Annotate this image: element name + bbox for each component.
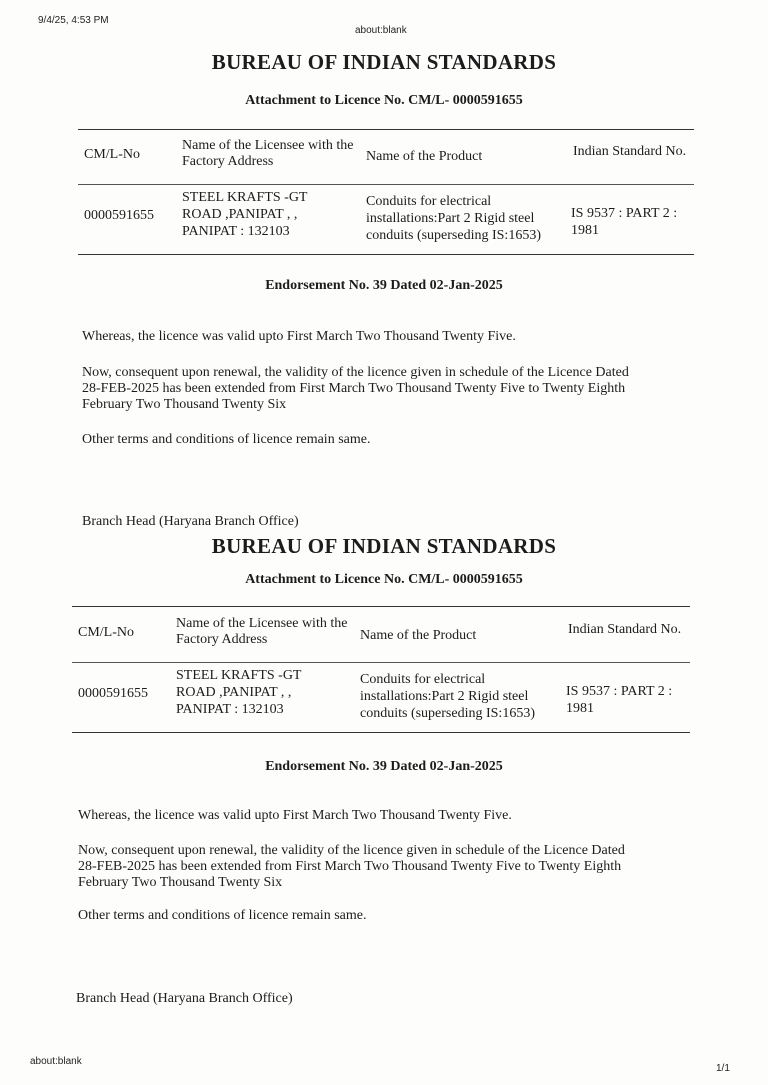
header-cml-no: CM/L-No — [84, 147, 140, 162]
signature-line: Branch Head (Haryana Branch Office) — [76, 991, 293, 1006]
attachment-heading: Attachment to Licence No. CM/L- 0000591655 — [245, 572, 523, 587]
paragraph-renewal-line1: Now, consequent upon renewal, the validity of the licence given in schedule of the Licence Dated — [78, 843, 625, 858]
cell-licensee-line1: STEEL KRAFTS -GT — [182, 190, 308, 205]
print-page-title: about:blank — [355, 25, 407, 36]
table-top-rule — [72, 606, 690, 607]
table-bottom-rule — [72, 732, 690, 733]
print-page-count: 1/1 — [716, 1063, 730, 1074]
attachment-heading: Attachment to Licence No. CM/L- 0000591655 — [245, 93, 523, 108]
header-standard: Indian Standard No. — [568, 622, 682, 637]
cell-product-line3: conduits (superseding IS:1653) — [360, 706, 535, 721]
document-title: BUREAU OF INDIAN STANDARDS — [211, 50, 557, 74]
table-header-rule — [72, 662, 690, 663]
endorsement-heading: Endorsement No. 39 Dated 02-Jan-2025 — [265, 759, 503, 774]
paragraph-other-terms: Other terms and conditions of licence remain same. — [82, 432, 371, 447]
print-footer-url: about:blank — [30, 1056, 82, 1067]
cell-product-line3: conduits (superseding IS:1653) — [366, 228, 541, 243]
endorsement-heading: Endorsement No. 39 Dated 02-Jan-2025 — [265, 278, 503, 293]
paragraph-other-terms: Other terms and conditions of licence remain same. — [78, 908, 367, 923]
header-standard: Indian Standard No. — [573, 144, 687, 159]
cell-standard-line1: IS 9537 : PART 2 : — [571, 206, 678, 221]
cell-cml-no: 0000591655 — [78, 686, 148, 701]
table-header-rule — [78, 184, 694, 185]
table-top-rule — [78, 129, 694, 130]
cell-product-line2: installations:Part 2 Rigid steel — [366, 211, 535, 226]
cell-product-line1: Conduits for electrical — [366, 194, 492, 209]
cell-product-line2: installations:Part 2 Rigid steel — [360, 689, 529, 704]
cell-product-line1: Conduits for electrical — [360, 672, 486, 687]
cell-licensee-line2: ROAD ,PANIPAT , , — [182, 207, 298, 222]
cell-licensee-line3: PANIPAT : 132103 — [182, 224, 290, 239]
cell-licensee-line1: STEEL KRAFTS -GT — [176, 668, 302, 683]
header-licensee: Name of the Licensee with the Factory Address — [176, 616, 348, 647]
table-bottom-rule — [78, 254, 694, 255]
paragraph-renewal-line3: February Two Thousand Twenty Six — [82, 397, 287, 412]
document-title: BUREAU OF INDIAN STANDARDS — [211, 534, 557, 558]
signature-line: Branch Head (Haryana Branch Office) — [82, 514, 299, 529]
cell-standard-line2: 1981 — [566, 701, 594, 716]
header-product: Name of the Product — [366, 149, 483, 164]
cell-licensee-line2: ROAD ,PANIPAT , , — [176, 685, 292, 700]
header-licensee: Name of the Licensee with the Factory Address — [182, 138, 354, 169]
cell-standard-line1: IS 9537 : PART 2 : — [566, 684, 673, 699]
paragraph-renewal-line2: 28-FEB-2025 has been extended from First March Two Thousand Twenty Five to Twenty Eighth — [82, 381, 626, 396]
cell-cml-no: 0000591655 — [84, 208, 154, 223]
header-product: Name of the Product — [360, 628, 477, 643]
paragraph-valid-upto: Whereas, the licence was valid upto First March Two Thousand Twenty Five. — [82, 329, 516, 344]
header-cml-no: CM/L-No — [78, 625, 134, 640]
paragraph-renewal-line3: February Two Thousand Twenty Six — [78, 875, 283, 890]
paragraph-valid-upto: Whereas, the licence was valid upto First March Two Thousand Twenty Five. — [78, 808, 512, 823]
cell-licensee-line3: PANIPAT : 132103 — [176, 702, 284, 717]
cell-standard-line2: 1981 — [571, 223, 599, 238]
paragraph-renewal-line2: 28-FEB-2025 has been extended from First March Two Thousand Twenty Five to Twenty Eighth — [78, 859, 622, 874]
print-timestamp: 9/4/25, 4:53 PM — [38, 15, 109, 26]
paragraph-renewal-line1: Now, consequent upon renewal, the validity of the licence given in schedule of the Licence Dated — [82, 365, 629, 380]
